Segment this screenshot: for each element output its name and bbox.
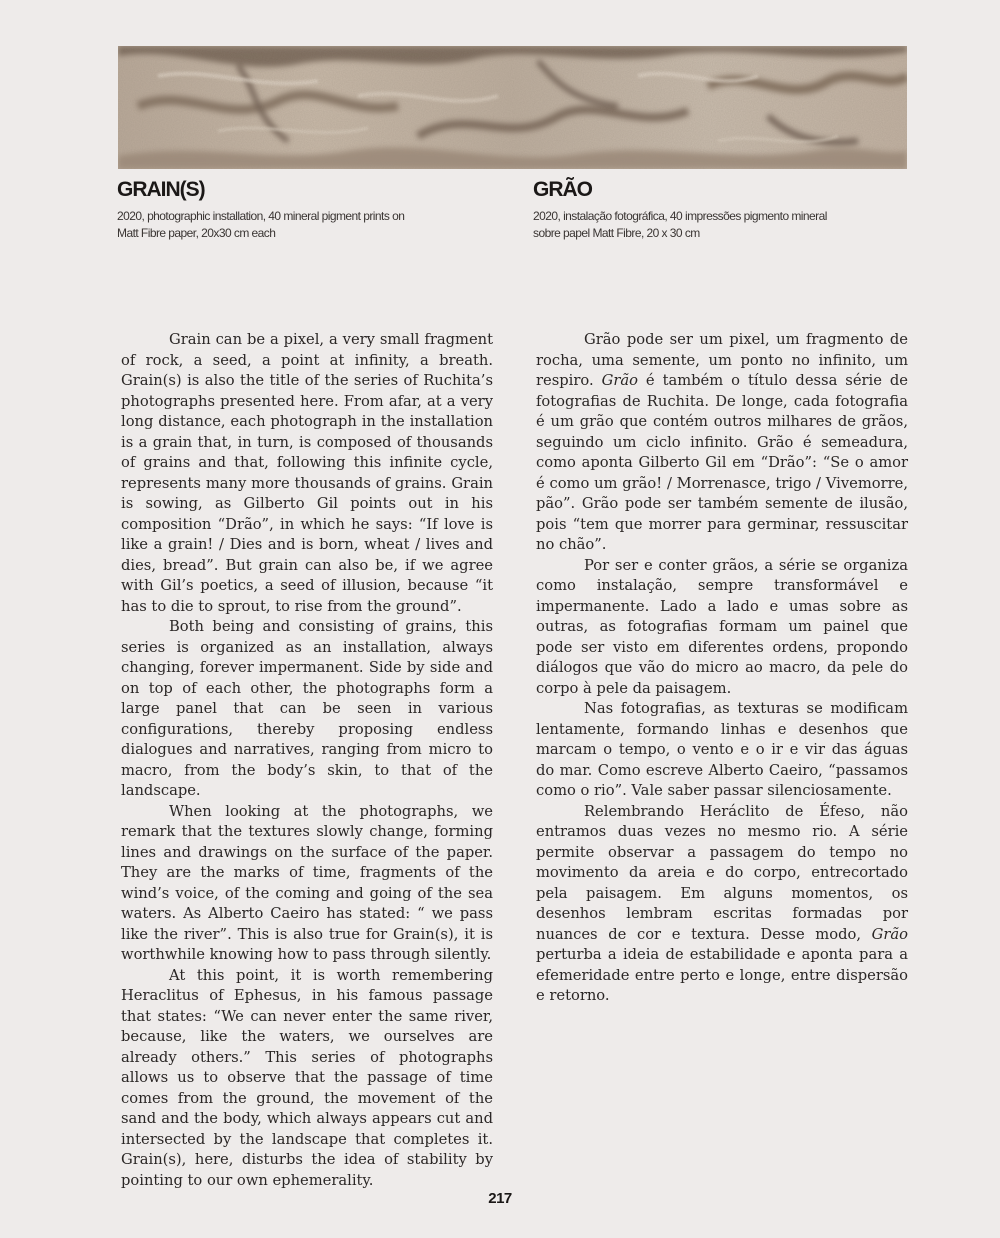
p1-italic-title: Grão — [601, 372, 638, 389]
english-header — [117, 176, 497, 242]
portuguese-header — [533, 176, 913, 242]
english-paragraph-3: When looking at the photographs, we remark that the textures slowly change, forming lines and drawings on the surface of the paper. They are the marks of time, fragments of the wind’s voice, of the coming and going of the sea waters. As Alberto Caeiro has stated: “ we pass like the river”. This is also true for Grain(s), it is worthwhile knowing how to pass through silently. — [121, 802, 493, 963]
portuguese-paragraph-2: Por ser e conter grãos, a série se organiza como instalação, sempre transformável e impermanente. Lado a lado e umas sobre as outras, as fotografias formam um painel que pode ser visto em diferentes ordens, propondo diálogos que vão do micro ao macro, da pele do corpo à pele da paisagem. — [536, 556, 908, 697]
p4-text-b: perturba a ideia de estabilidade e aponta para a efemeridade entre perto e longe, entre dispersão e retorno. — [536, 946, 908, 1004]
english-paragraph-1: Grain can be a pixel, a very small fragment of rock, a seed, a point at infinity, a breath. Grain(s) is also the title of the series of Ruchita’s photographs presented here. From afar, at a very long distance, each photograph in the installation is a grain that, in turn, is composed of thousands of grains and that, following this infinite cycle, represents many more thousands of grains. Grain is sowing, as Gilberto Gil points out in his composition “Drão”, in which he says: “If love is like a grain! / Dies and is born, wheat / lives and dies, bread”. But grain can also be, if we agree with Gil’s poetics, a seed of illusion, because “it has to die to sprout, to rise from the ground”. — [121, 331, 493, 615]
english-body — [121, 330, 493, 1191]
portuguese-paragraph-4 — [536, 802, 908, 1007]
portuguese-body — [536, 330, 908, 1007]
portuguese-paragraph-1 — [536, 330, 908, 556]
english-paragraph-2: Both being and consisting of grains, this series is organized as an installation, always changing, forever impermanent. Side by side and on top of each other, the photographs form a large panel that can be seen in various configurations, thereby proposing endless dialogues and narratives, ranging from micro to macro, from the body’s skin, to that of the landscape. — [121, 618, 493, 799]
english-paragraph-4: At this point, it is worth remembering Heraclitus of Ephesus, in his famous passage that states: “We can never enter the same river, because, like the waters, we ourselves are already others.” This series of photographs allows us to observe that the passage of time comes from the ground, the movement of the sand and the body, which always appears cut and intersected by the landscape that completes it. Grain(s), here, disturbs the idea of stability by pointing to our own ephemerality. — [121, 966, 493, 1189]
p1-text-a: Grão pode ser um pixel, um fragmento de rocha, uma semente, um ponto no infinito, um respiro. — [536, 331, 908, 389]
portuguese-caption: 2020, instalação fotográfica, 40 impressões pigmento mineral sobre papel Matt Fibre, 20 x 30 cm — [533, 209, 827, 240]
portuguese-paragraph-3: Nas fotografias, as texturas se modificam lentamente, formando linhas e desenhos que marcam o tempo, o vento e o ir e vir das águas do mar. Como escreve Alberto Caeiro, “passamos como o rio”. Vale saber passar silenciosamente. — [536, 700, 908, 799]
english-caption: 2020, photographic installation, 40 mineral pigment prints on Matt Fibre paper, 20x30 cm each — [117, 209, 405, 240]
sand-texture-image — [118, 46, 907, 169]
portuguese-title: GRÃO — [533, 178, 592, 201]
p1-text-b: é também o título dessa série de fotografias de Ruchita. De longe, cada fotografia é um grão que contém outros milhares de grãos, seguindo um ciclo infinito. Grão é semeadura, como aponta Gilberto Gil em “Drão”: “Se o amor é como um grão! / Morrenasce, trigo / Vivemorre, pão”. Grão pode ser também semente de ilusão, pois “tem que morrer para germinar, ressuscitar no chão”. — [536, 372, 909, 553]
english-title: GRAIN(S) — [117, 178, 205, 201]
sand-texture-photo — [118, 46, 907, 169]
page-number: 217 — [488, 1190, 512, 1207]
p4-text-a: Relembrando Heráclito de Éfeso, não entramos duas vezes no mesmo rio. A série permite observar a passagem do tempo no movimento da areia e do corpo, entrecortado pela paisagem. Em alguns momentos, os desenhos lembram escritas formadas por nuances de cor e textura. Desse modo, — [536, 802, 908, 943]
p4-italic-title: Grão — [871, 925, 908, 943]
